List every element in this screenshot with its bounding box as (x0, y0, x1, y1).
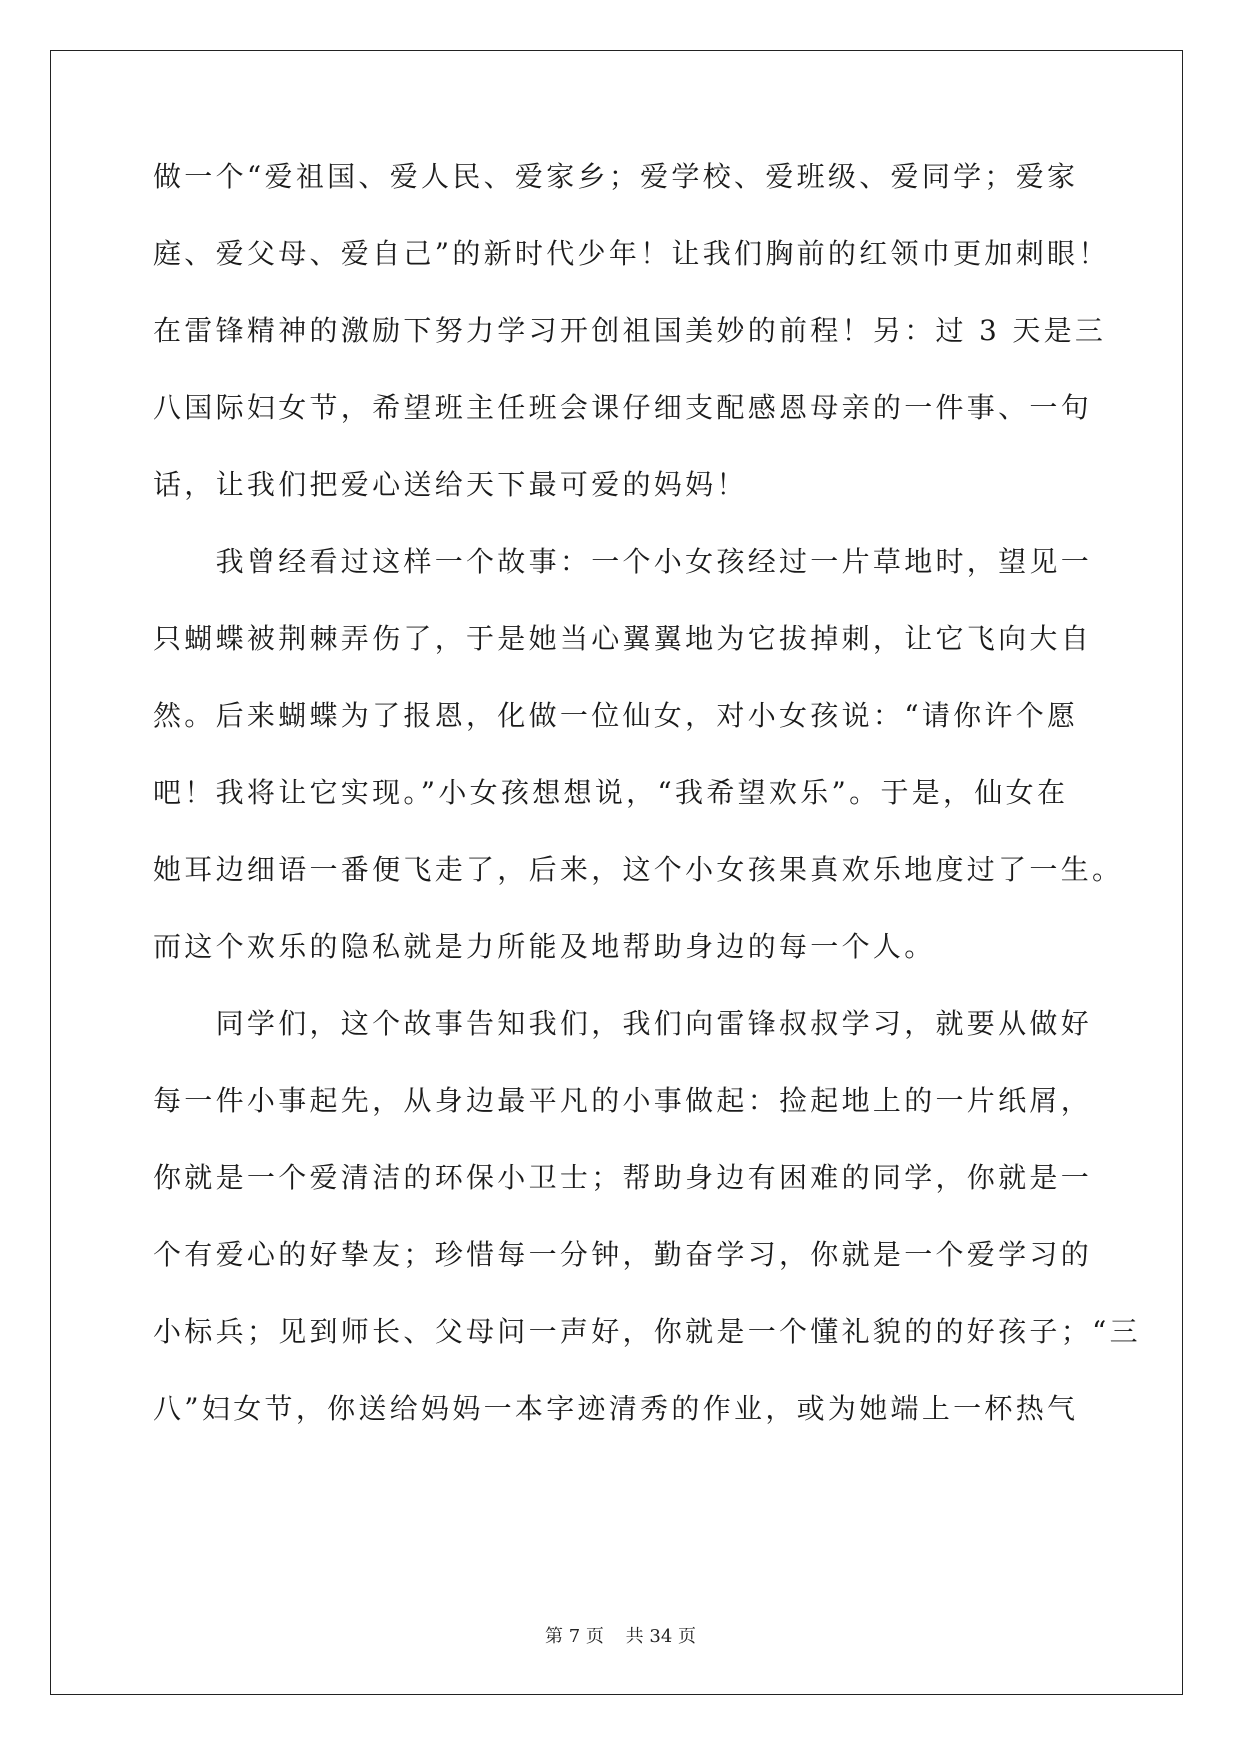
text-line: 我曾经看过这样一个故事：一个小女孩经过一片草地时，望见一 (153, 545, 1093, 578)
text-line: 八国际妇女节，希望班主任班会课仔细支配感恩母亲的一件事、一句 (153, 391, 1093, 424)
text-line: 她耳边细语一番便飞走了，后来，这个小女孩果真欢乐地度过了一生。 (153, 853, 1124, 886)
page-total: 共 34 页 (625, 1626, 696, 1647)
text-line: 每一件小事起先，从身边最平凡的小事做起：捡起地上的一片纸屑， (153, 1084, 1093, 1117)
text-line: 吧！我将让它实现。”小女孩想想说，“我希望欢乐”。于是，仙女在 (153, 776, 1069, 809)
text-line: 同学们，这个故事告知我们，我们向雷锋叔叔学习，就要从做好 (153, 1007, 1093, 1040)
document-body (153, 160, 1141, 1469)
text-line: 只蝴蝶被荆棘弄伤了，于是她当心翼翼地为它拔掉刺，让它飞向大自 (153, 622, 1093, 655)
text-line: 八”妇女节，你送给妈妈一本字迹清秀的作业，或为她端上一杯热气 (153, 1392, 1079, 1425)
text-line: 个有爱心的好挚友；珍惜每一分钟，勤奋学习，你就是一个爱学习的 (153, 1238, 1093, 1271)
text-line: 小标兵；见到师长、父母问一声好，你就是一个懂礼貌的的好孩子；“三 (153, 1315, 1141, 1348)
page-footer (0, 1622, 1241, 1648)
text-line: 做一个“爱祖国、爱人民、爱家乡；爱学校、爱班级、爱同学；爱家 (153, 160, 1079, 193)
text-line: 然。后来蝴蝶为了报恩，化做一位仙女，对小女孩说：“请你许个愿 (153, 699, 1079, 732)
page-number: 第 7 页 (545, 1626, 604, 1647)
text-line: 你就是一个爱清洁的环保小卫士；帮助身边有困难的同学，你就是一 (153, 1161, 1093, 1194)
text-line: 话，让我们把爱心送给天下最可爱的妈妈！ (153, 468, 748, 501)
text-line: 在雷锋精神的激励下努力学习开创祖国美妙的前程！另：过 3 天是三 (153, 314, 1107, 347)
text-line: 而这个欢乐的隐私就是力所能及地帮助身边的每一个人。 (153, 930, 936, 963)
text-line: 庭、爱父母、爱自己”的新时代少年！让我们胸前的红领巾更加刺眼！ (153, 237, 1110, 270)
